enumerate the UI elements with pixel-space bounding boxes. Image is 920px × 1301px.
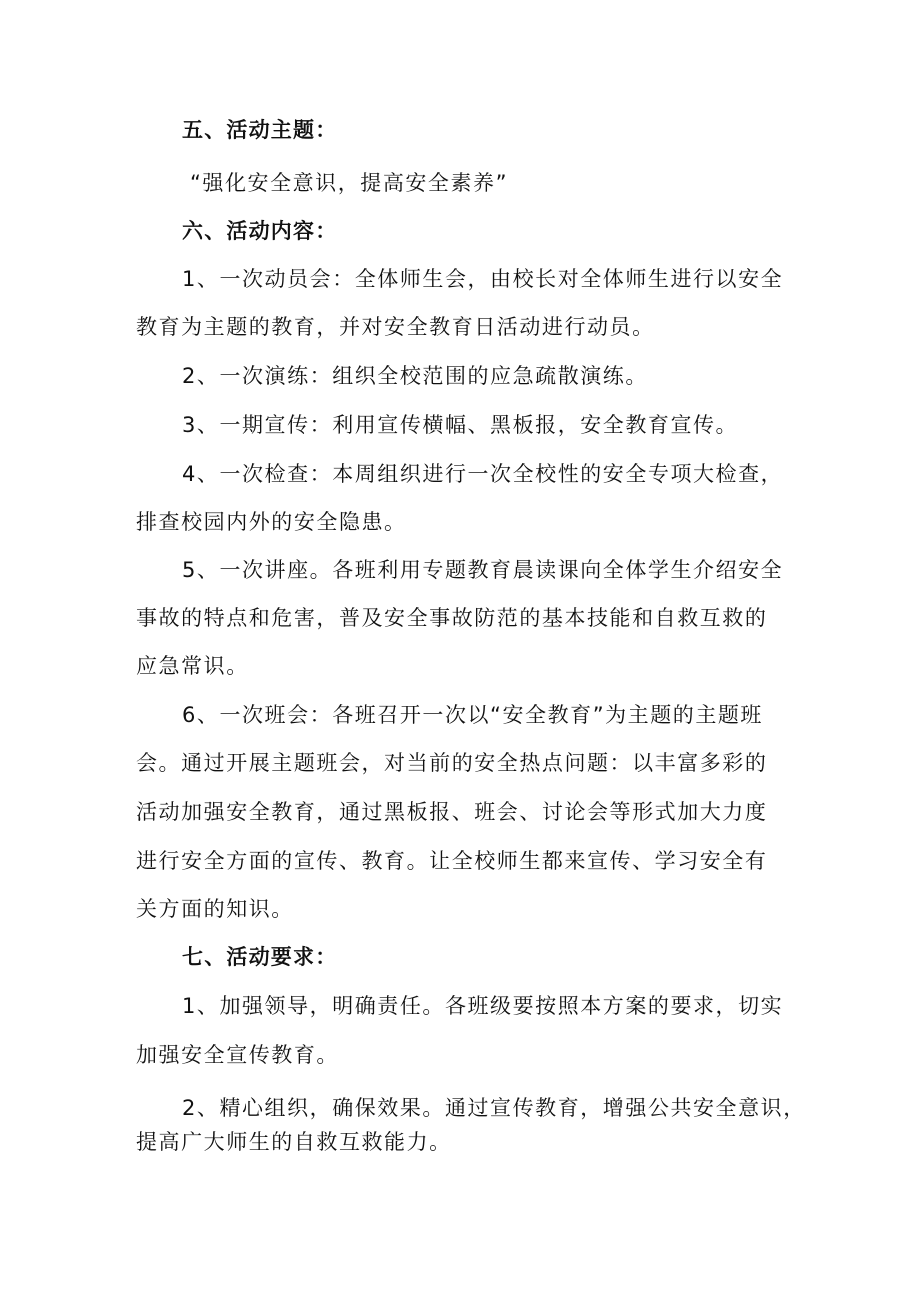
theme-slogan: “强化安全意识，提高安全素养” bbox=[190, 171, 509, 195]
content-item-6-line-4: 进行安全方面的宣传、教育。让全校师生都来宣传、学习安全有 bbox=[136, 849, 768, 873]
content-item-4-line-2: 排查校园内外的安全隐患。 bbox=[136, 510, 407, 534]
content-item-6-line-3: 活动加强安全教育，通过黑板报、班会、讨论会等形式加大力度 bbox=[136, 800, 768, 824]
section-heading-requirements: 七、活动要求： bbox=[182, 945, 338, 969]
content-item-1-line-2: 教育为主题的教育，并对安全教育日活动进行动员。 bbox=[136, 315, 655, 339]
content-item-1-line-1: 1、一次动员会：全体师生会，由校长对全体师生进行以安全 bbox=[182, 267, 784, 291]
content-item-6-line-5: 关方面的知识。 bbox=[136, 897, 294, 921]
requirement-item-1-line-1: 1、加强领导，明确责任。各班级要按照本方案的要求，切实 bbox=[182, 994, 784, 1018]
requirement-item-2-line-2: 提高广大师生的自救互救能力。 bbox=[136, 1130, 452, 1154]
requirement-item-2-line-1: 2、精心组织，确保效果。通过宣传教育，增强公共安全意识， bbox=[182, 1096, 806, 1120]
requirement-item-1-line-2: 加强安全宣传教育。 bbox=[136, 1043, 339, 1067]
content-item-4-line-1: 4、一次检查：本周组织进行一次全校性的安全专项大检查， bbox=[182, 462, 784, 486]
content-item-6-line-1: 6、一次班会：各班召开一次以“安全教育”为主题的主题班 bbox=[182, 703, 763, 727]
content-item-3: 3、一期宣传：利用宣传横幅、黑板报，安全教育宣传。 bbox=[182, 413, 739, 437]
content-item-2: 2、一次演练：组织全校范围的应急疏散演练。 bbox=[182, 364, 648, 388]
section-heading-theme: 五、活动主题： bbox=[182, 118, 338, 142]
content-item-5-line-2: 事故的特点和危害，普及安全事故防范的基本技能和自救互救的 bbox=[136, 606, 768, 630]
section-heading-content: 六、活动内容： bbox=[182, 219, 338, 243]
content-item-6-line-2: 会。通过开展主题班会，对当前的安全热点问题：以丰富多彩的 bbox=[136, 751, 768, 775]
content-item-5-line-3: 应急常识。 bbox=[136, 654, 249, 678]
content-item-5-line-1: 5、一次讲座。各班利用专题教育晨读课向全体学生介绍安全 bbox=[182, 558, 784, 582]
